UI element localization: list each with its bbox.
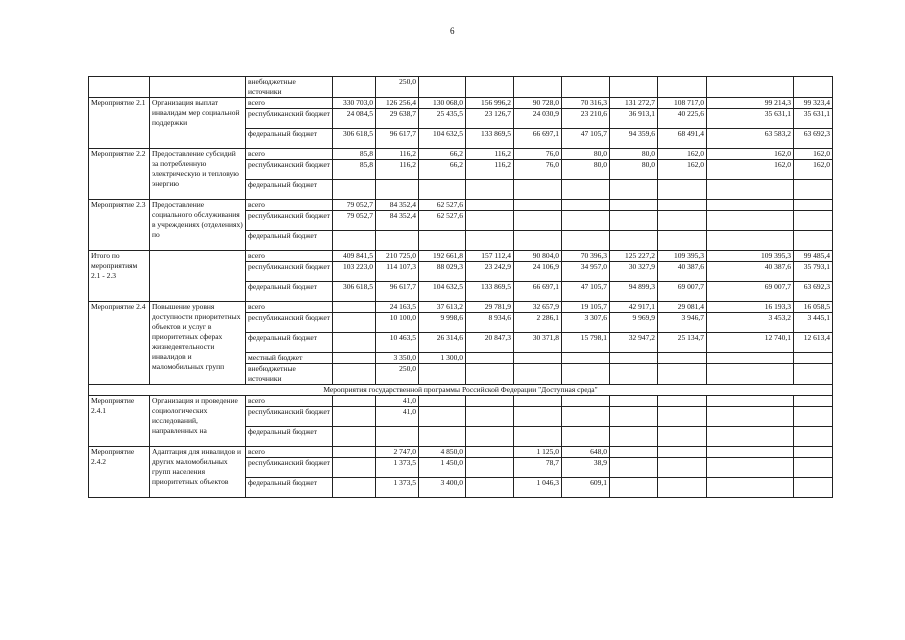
amount-cell <box>658 231 707 251</box>
amount-cell: 210 725,0 <box>376 251 419 262</box>
amount-cell <box>333 478 376 498</box>
amount-cell <box>333 333 376 353</box>
amount-cell: 3 307,6 <box>562 313 610 333</box>
amount-cell: 114 107,3 <box>376 262 419 282</box>
amount-cell: 30 371,8 <box>514 333 562 353</box>
table-row <box>89 200 833 211</box>
amount-cell: 80,0 <box>610 160 658 180</box>
table-row <box>89 447 833 458</box>
amount-cell <box>562 364 610 385</box>
amount-cell <box>707 478 794 498</box>
amount-cell <box>610 353 658 364</box>
amount-cell <box>562 200 610 211</box>
amount-cell: 90 804,0 <box>514 251 562 262</box>
amount-cell: 1 450,0 <box>419 458 466 478</box>
amount-cell: 69 007,7 <box>658 282 707 302</box>
amount-cell <box>794 231 833 251</box>
amount-cell: 41,0 <box>376 407 419 427</box>
measure-label: Итого по мероприятиям 2.1 - 2.3 <box>89 251 150 302</box>
amount-cell <box>562 407 610 427</box>
amount-cell: 133 869,5 <box>466 282 514 302</box>
amount-cell: 3 445,1 <box>794 313 833 333</box>
measure-label: Мероприятие 2.4.2 <box>89 447 150 498</box>
amount-cell: 162,0 <box>658 160 707 180</box>
amount-cell: 90 728,0 <box>514 98 562 109</box>
amount-cell: 85,8 <box>333 160 376 180</box>
amount-cell: 12 613,4 <box>794 333 833 353</box>
amount-cell <box>658 211 707 231</box>
amount-cell <box>658 77 707 98</box>
amount-cell: 35 631,1 <box>707 109 794 129</box>
amount-cell: 88 029,3 <box>419 262 466 282</box>
amount-cell: 78,7 <box>514 458 562 478</box>
amount-cell <box>707 407 794 427</box>
funding-source: всего <box>246 447 333 458</box>
amount-cell <box>514 364 562 385</box>
amount-cell <box>419 407 466 427</box>
funding-source: всего <box>246 302 333 313</box>
amount-cell <box>707 211 794 231</box>
amount-cell <box>466 180 514 200</box>
amount-cell: 648,0 <box>562 447 610 458</box>
amount-cell: 25 134,7 <box>658 333 707 353</box>
amount-cell: 1 300,0 <box>419 353 466 364</box>
amount-cell: 162,0 <box>707 149 794 160</box>
amount-cell: 96 617,7 <box>376 129 419 149</box>
amount-cell: 116,2 <box>376 149 419 160</box>
measure-label <box>89 77 150 98</box>
amount-cell: 79 052,7 <box>333 200 376 211</box>
amount-cell <box>562 396 610 407</box>
amount-cell: 29 081,4 <box>658 302 707 313</box>
amount-cell: 8 934,6 <box>466 313 514 333</box>
funding-source: республиканский бюджет <box>246 211 333 231</box>
amount-cell <box>658 447 707 458</box>
amount-cell: 84 352,4 <box>376 200 419 211</box>
amount-cell: 104 632,5 <box>419 282 466 302</box>
amount-cell: 9 969,9 <box>610 313 658 333</box>
amount-cell: 162,0 <box>707 160 794 180</box>
amount-cell: 41,0 <box>376 396 419 407</box>
amount-cell <box>658 478 707 498</box>
amount-cell: 109 395,3 <box>658 251 707 262</box>
amount-cell: 63 583,2 <box>707 129 794 149</box>
amount-cell <box>658 458 707 478</box>
amount-cell <box>610 458 658 478</box>
amount-cell: 9 998,6 <box>419 313 466 333</box>
amount-cell: 133 869,5 <box>466 129 514 149</box>
section-row <box>89 385 833 396</box>
amount-cell <box>707 364 794 385</box>
amount-cell <box>658 364 707 385</box>
amount-cell: 116,2 <box>466 149 514 160</box>
amount-cell: 99 323,4 <box>794 98 833 109</box>
measure-label: Мероприятие 2.4.1 <box>89 396 150 447</box>
amount-cell: 76,0 <box>514 149 562 160</box>
amount-cell: 10 463,5 <box>376 333 419 353</box>
measure-label: Мероприятие 2.2 <box>89 149 150 200</box>
amount-cell: 94 359,6 <box>610 129 658 149</box>
amount-cell <box>333 302 376 313</box>
section-title: Мероприятия государственной программы Российской Федерации "Доступная среда" <box>89 385 833 396</box>
amount-cell <box>707 396 794 407</box>
amount-cell: 24 084,5 <box>333 109 376 129</box>
amount-cell: 162,0 <box>794 160 833 180</box>
amount-cell: 38,9 <box>562 458 610 478</box>
funding-source: федеральный бюджет <box>246 282 333 302</box>
amount-cell: 37 613,2 <box>419 302 466 313</box>
funding-source: местный бюджет <box>246 353 333 364</box>
funding-source: республиканский бюджет <box>246 407 333 427</box>
amount-cell <box>466 211 514 231</box>
amount-cell: 24 030,9 <box>514 109 562 129</box>
amount-cell: 126 256,4 <box>376 98 419 109</box>
amount-cell: 99 485,4 <box>794 251 833 262</box>
amount-cell: 2 286,1 <box>514 313 562 333</box>
amount-cell <box>707 353 794 364</box>
amount-cell: 42 917,1 <box>610 302 658 313</box>
amount-cell: 29 638,7 <box>376 109 419 129</box>
funding-source: федеральный бюджет <box>246 427 333 447</box>
measure-name: Организация и проведение социологических исследований, направленных на <box>150 396 246 447</box>
amount-cell: 306 618,5 <box>333 282 376 302</box>
amount-cell <box>466 364 514 385</box>
amount-cell <box>610 478 658 498</box>
funding-source: республиканский бюджет <box>246 160 333 180</box>
amount-cell <box>794 447 833 458</box>
funding-source: всего <box>246 98 333 109</box>
funding-source: федеральный бюджет <box>246 129 333 149</box>
amount-cell: 1 373,5 <box>376 478 419 498</box>
amount-cell: 109 395,3 <box>707 251 794 262</box>
amount-cell: 85,8 <box>333 149 376 160</box>
amount-cell <box>333 180 376 200</box>
amount-cell <box>707 447 794 458</box>
amount-cell: 34 957,0 <box>562 262 610 282</box>
measure-label: Мероприятие 2.4 <box>89 302 150 385</box>
amount-cell: 35 631,1 <box>794 109 833 129</box>
amount-cell <box>466 447 514 458</box>
amount-cell: 29 781,9 <box>466 302 514 313</box>
measure-name: Предоставление субсидий за потребленную электрическую и тепловую энергию <box>150 149 246 200</box>
amount-cell <box>707 77 794 98</box>
amount-cell: 330 703,0 <box>333 98 376 109</box>
funding-source: всего <box>246 149 333 160</box>
amount-cell: 66,2 <box>419 160 466 180</box>
amount-cell <box>466 200 514 211</box>
amount-cell: 104 632,5 <box>419 129 466 149</box>
amount-cell <box>794 478 833 498</box>
amount-cell: 103 223,0 <box>333 262 376 282</box>
amount-cell: 63 692,3 <box>794 129 833 149</box>
amount-cell <box>658 180 707 200</box>
amount-cell: 16 193,3 <box>707 302 794 313</box>
amount-cell <box>794 211 833 231</box>
amount-cell: 1 125,0 <box>514 447 562 458</box>
amount-cell: 1 046,3 <box>514 478 562 498</box>
amount-cell: 23 210,6 <box>562 109 610 129</box>
amount-cell: 131 272,7 <box>610 98 658 109</box>
amount-cell <box>376 427 419 447</box>
amount-cell: 35 793,1 <box>794 262 833 282</box>
amount-cell: 192 661,8 <box>419 251 466 262</box>
amount-cell: 47 105,7 <box>562 282 610 302</box>
amount-cell <box>333 407 376 427</box>
funding-source: всего <box>246 200 333 211</box>
funding-source: республиканский бюджет <box>246 313 333 333</box>
amount-cell: 130 068,0 <box>419 98 466 109</box>
amount-cell: 15 798,1 <box>562 333 610 353</box>
amount-cell <box>514 180 562 200</box>
amount-cell <box>610 77 658 98</box>
amount-cell: 157 112,4 <box>466 251 514 262</box>
amount-cell <box>610 396 658 407</box>
amount-cell: 69 007,7 <box>707 282 794 302</box>
amount-cell <box>794 407 833 427</box>
amount-cell <box>333 364 376 385</box>
amount-cell <box>794 200 833 211</box>
amount-cell <box>562 211 610 231</box>
amount-cell: 10 100,0 <box>376 313 419 333</box>
page-number: 6 <box>450 26 455 36</box>
amount-cell: 609,1 <box>562 478 610 498</box>
amount-cell <box>333 427 376 447</box>
measure-name: Повышение уровня доступности приоритетных объектов и услуг в приоритетных сферах жизнедеятельности инвалидов и маломобильных групп <box>150 302 246 385</box>
amount-cell <box>333 458 376 478</box>
amount-cell: 32 657,9 <box>514 302 562 313</box>
amount-cell <box>610 231 658 251</box>
amount-cell <box>466 407 514 427</box>
amount-cell <box>610 427 658 447</box>
amount-cell: 63 692,3 <box>794 282 833 302</box>
amount-cell <box>562 180 610 200</box>
amount-cell <box>333 396 376 407</box>
table-row <box>89 98 833 109</box>
amount-cell: 25 435,5 <box>419 109 466 129</box>
amount-cell <box>466 458 514 478</box>
amount-cell: 2 747,0 <box>376 447 419 458</box>
table-row <box>89 149 833 160</box>
amount-cell <box>658 407 707 427</box>
amount-cell: 80,0 <box>562 160 610 180</box>
amount-cell: 36 913,1 <box>610 109 658 129</box>
amount-cell <box>658 353 707 364</box>
measure-label: Мероприятие 2.1 <box>89 98 150 149</box>
amount-cell: 79 052,7 <box>333 211 376 231</box>
amount-cell: 96 617,7 <box>376 282 419 302</box>
amount-cell <box>333 447 376 458</box>
amount-cell <box>466 77 514 98</box>
amount-cell <box>333 77 376 98</box>
amount-cell: 84 352,4 <box>376 211 419 231</box>
funding-source: республиканский бюджет <box>246 262 333 282</box>
amount-cell: 116,2 <box>376 160 419 180</box>
amount-cell <box>419 364 466 385</box>
measure-name: Предоставление социального обслуживания в учреждениях (отделениях) по <box>150 200 246 251</box>
amount-cell <box>658 200 707 211</box>
funding-source: федеральный бюджет <box>246 180 333 200</box>
amount-cell <box>707 200 794 211</box>
amount-cell: 12 740,1 <box>707 333 794 353</box>
amount-cell <box>658 427 707 447</box>
amount-cell: 66,2 <box>419 149 466 160</box>
amount-cell: 32 947,2 <box>610 333 658 353</box>
amount-cell <box>514 396 562 407</box>
budget-table <box>88 76 833 498</box>
funding-source: республиканский бюджет <box>246 458 333 478</box>
amount-cell <box>610 211 658 231</box>
amount-cell: 3 946,7 <box>658 313 707 333</box>
amount-cell: 162,0 <box>658 149 707 160</box>
amount-cell: 23 242,9 <box>466 262 514 282</box>
amount-cell: 250,0 <box>376 77 419 98</box>
amount-cell: 66 697,1 <box>514 129 562 149</box>
funding-source: внебюджетные источники <box>246 364 333 385</box>
funding-source: федеральный бюджет <box>246 231 333 251</box>
amount-cell <box>514 353 562 364</box>
amount-cell <box>707 180 794 200</box>
amount-cell: 47 105,7 <box>562 129 610 149</box>
amount-cell: 250,0 <box>376 364 419 385</box>
amount-cell <box>514 427 562 447</box>
amount-cell: 162,0 <box>794 149 833 160</box>
funding-source: федеральный бюджет <box>246 333 333 353</box>
amount-cell <box>794 180 833 200</box>
amount-cell: 26 314,6 <box>419 333 466 353</box>
amount-cell: 108 717,0 <box>658 98 707 109</box>
amount-cell: 306 618,5 <box>333 129 376 149</box>
measure-name <box>150 251 246 302</box>
amount-cell: 16 058,5 <box>794 302 833 313</box>
amount-cell: 116,2 <box>466 160 514 180</box>
amount-cell: 70 316,3 <box>562 98 610 109</box>
amount-cell: 94 899,3 <box>610 282 658 302</box>
table-row <box>89 251 833 262</box>
amount-cell: 76,0 <box>514 160 562 180</box>
amount-cell: 30 327,9 <box>610 262 658 282</box>
funding-source: внебюджетные источники <box>246 77 333 98</box>
amount-cell: 3 350,0 <box>376 353 419 364</box>
amount-cell <box>707 458 794 478</box>
amount-cell <box>562 353 610 364</box>
amount-cell <box>794 427 833 447</box>
amount-cell <box>794 458 833 478</box>
amount-cell <box>376 231 419 251</box>
amount-cell <box>610 364 658 385</box>
table-row <box>89 77 833 98</box>
amount-cell <box>466 353 514 364</box>
amount-cell: 1 373,5 <box>376 458 419 478</box>
amount-cell <box>514 231 562 251</box>
amount-cell: 70 396,3 <box>562 251 610 262</box>
amount-cell <box>658 396 707 407</box>
funding-source: федеральный бюджет <box>246 478 333 498</box>
amount-cell <box>419 396 466 407</box>
amount-cell <box>514 211 562 231</box>
amount-cell <box>514 407 562 427</box>
measure-name <box>150 77 246 98</box>
funding-source: республиканский бюджет <box>246 109 333 129</box>
amount-cell <box>419 427 466 447</box>
amount-cell: 40 225,6 <box>658 109 707 129</box>
table-row <box>89 302 833 313</box>
amount-cell <box>610 180 658 200</box>
amount-cell <box>419 231 466 251</box>
amount-cell: 409 841,5 <box>333 251 376 262</box>
amount-cell <box>333 231 376 251</box>
amount-cell: 3 400,0 <box>419 478 466 498</box>
amount-cell: 4 850,0 <box>419 447 466 458</box>
amount-cell: 20 847,3 <box>466 333 514 353</box>
amount-cell <box>333 313 376 333</box>
amount-cell: 156 996,2 <box>466 98 514 109</box>
amount-cell <box>794 353 833 364</box>
amount-cell <box>794 396 833 407</box>
amount-cell <box>794 77 833 98</box>
amount-cell: 80,0 <box>610 149 658 160</box>
amount-cell <box>514 200 562 211</box>
amount-cell <box>794 364 833 385</box>
amount-cell: 66 697,1 <box>514 282 562 302</box>
amount-cell: 23 126,7 <box>466 109 514 129</box>
amount-cell: 99 214,3 <box>707 98 794 109</box>
measure-name: Организация выплат инвалидам мер социальной поддержки <box>150 98 246 149</box>
table-row <box>89 396 833 407</box>
amount-cell <box>466 427 514 447</box>
amount-cell <box>466 396 514 407</box>
amount-cell <box>610 200 658 211</box>
amount-cell: 68 491,4 <box>658 129 707 149</box>
amount-cell: 125 227,2 <box>610 251 658 262</box>
amount-cell: 3 453,2 <box>707 313 794 333</box>
amount-cell: 62 527,6 <box>419 200 466 211</box>
amount-cell: 40 387,6 <box>707 262 794 282</box>
amount-cell <box>707 231 794 251</box>
amount-cell: 19 105,7 <box>562 302 610 313</box>
amount-cell <box>562 77 610 98</box>
measure-label: Мероприятие 2.3 <box>89 200 150 251</box>
amount-cell <box>419 77 466 98</box>
amount-cell: 80,0 <box>562 149 610 160</box>
amount-cell <box>419 180 466 200</box>
amount-cell <box>514 77 562 98</box>
funding-source: всего <box>246 396 333 407</box>
amount-cell <box>707 427 794 447</box>
measure-name: Адаптация для инвалидов и других маломобильных групп населения приоритетных объектов <box>150 447 246 498</box>
amount-cell <box>610 407 658 427</box>
amount-cell <box>376 180 419 200</box>
amount-cell <box>466 231 514 251</box>
amount-cell <box>562 231 610 251</box>
funding-source: всего <box>246 251 333 262</box>
amount-cell <box>333 353 376 364</box>
amount-cell: 40 387,6 <box>658 262 707 282</box>
amount-cell <box>610 447 658 458</box>
amount-cell: 24 106,9 <box>514 262 562 282</box>
amount-cell <box>562 427 610 447</box>
amount-cell <box>466 478 514 498</box>
amount-cell: 62 527,6 <box>419 211 466 231</box>
amount-cell: 24 163,5 <box>376 302 419 313</box>
